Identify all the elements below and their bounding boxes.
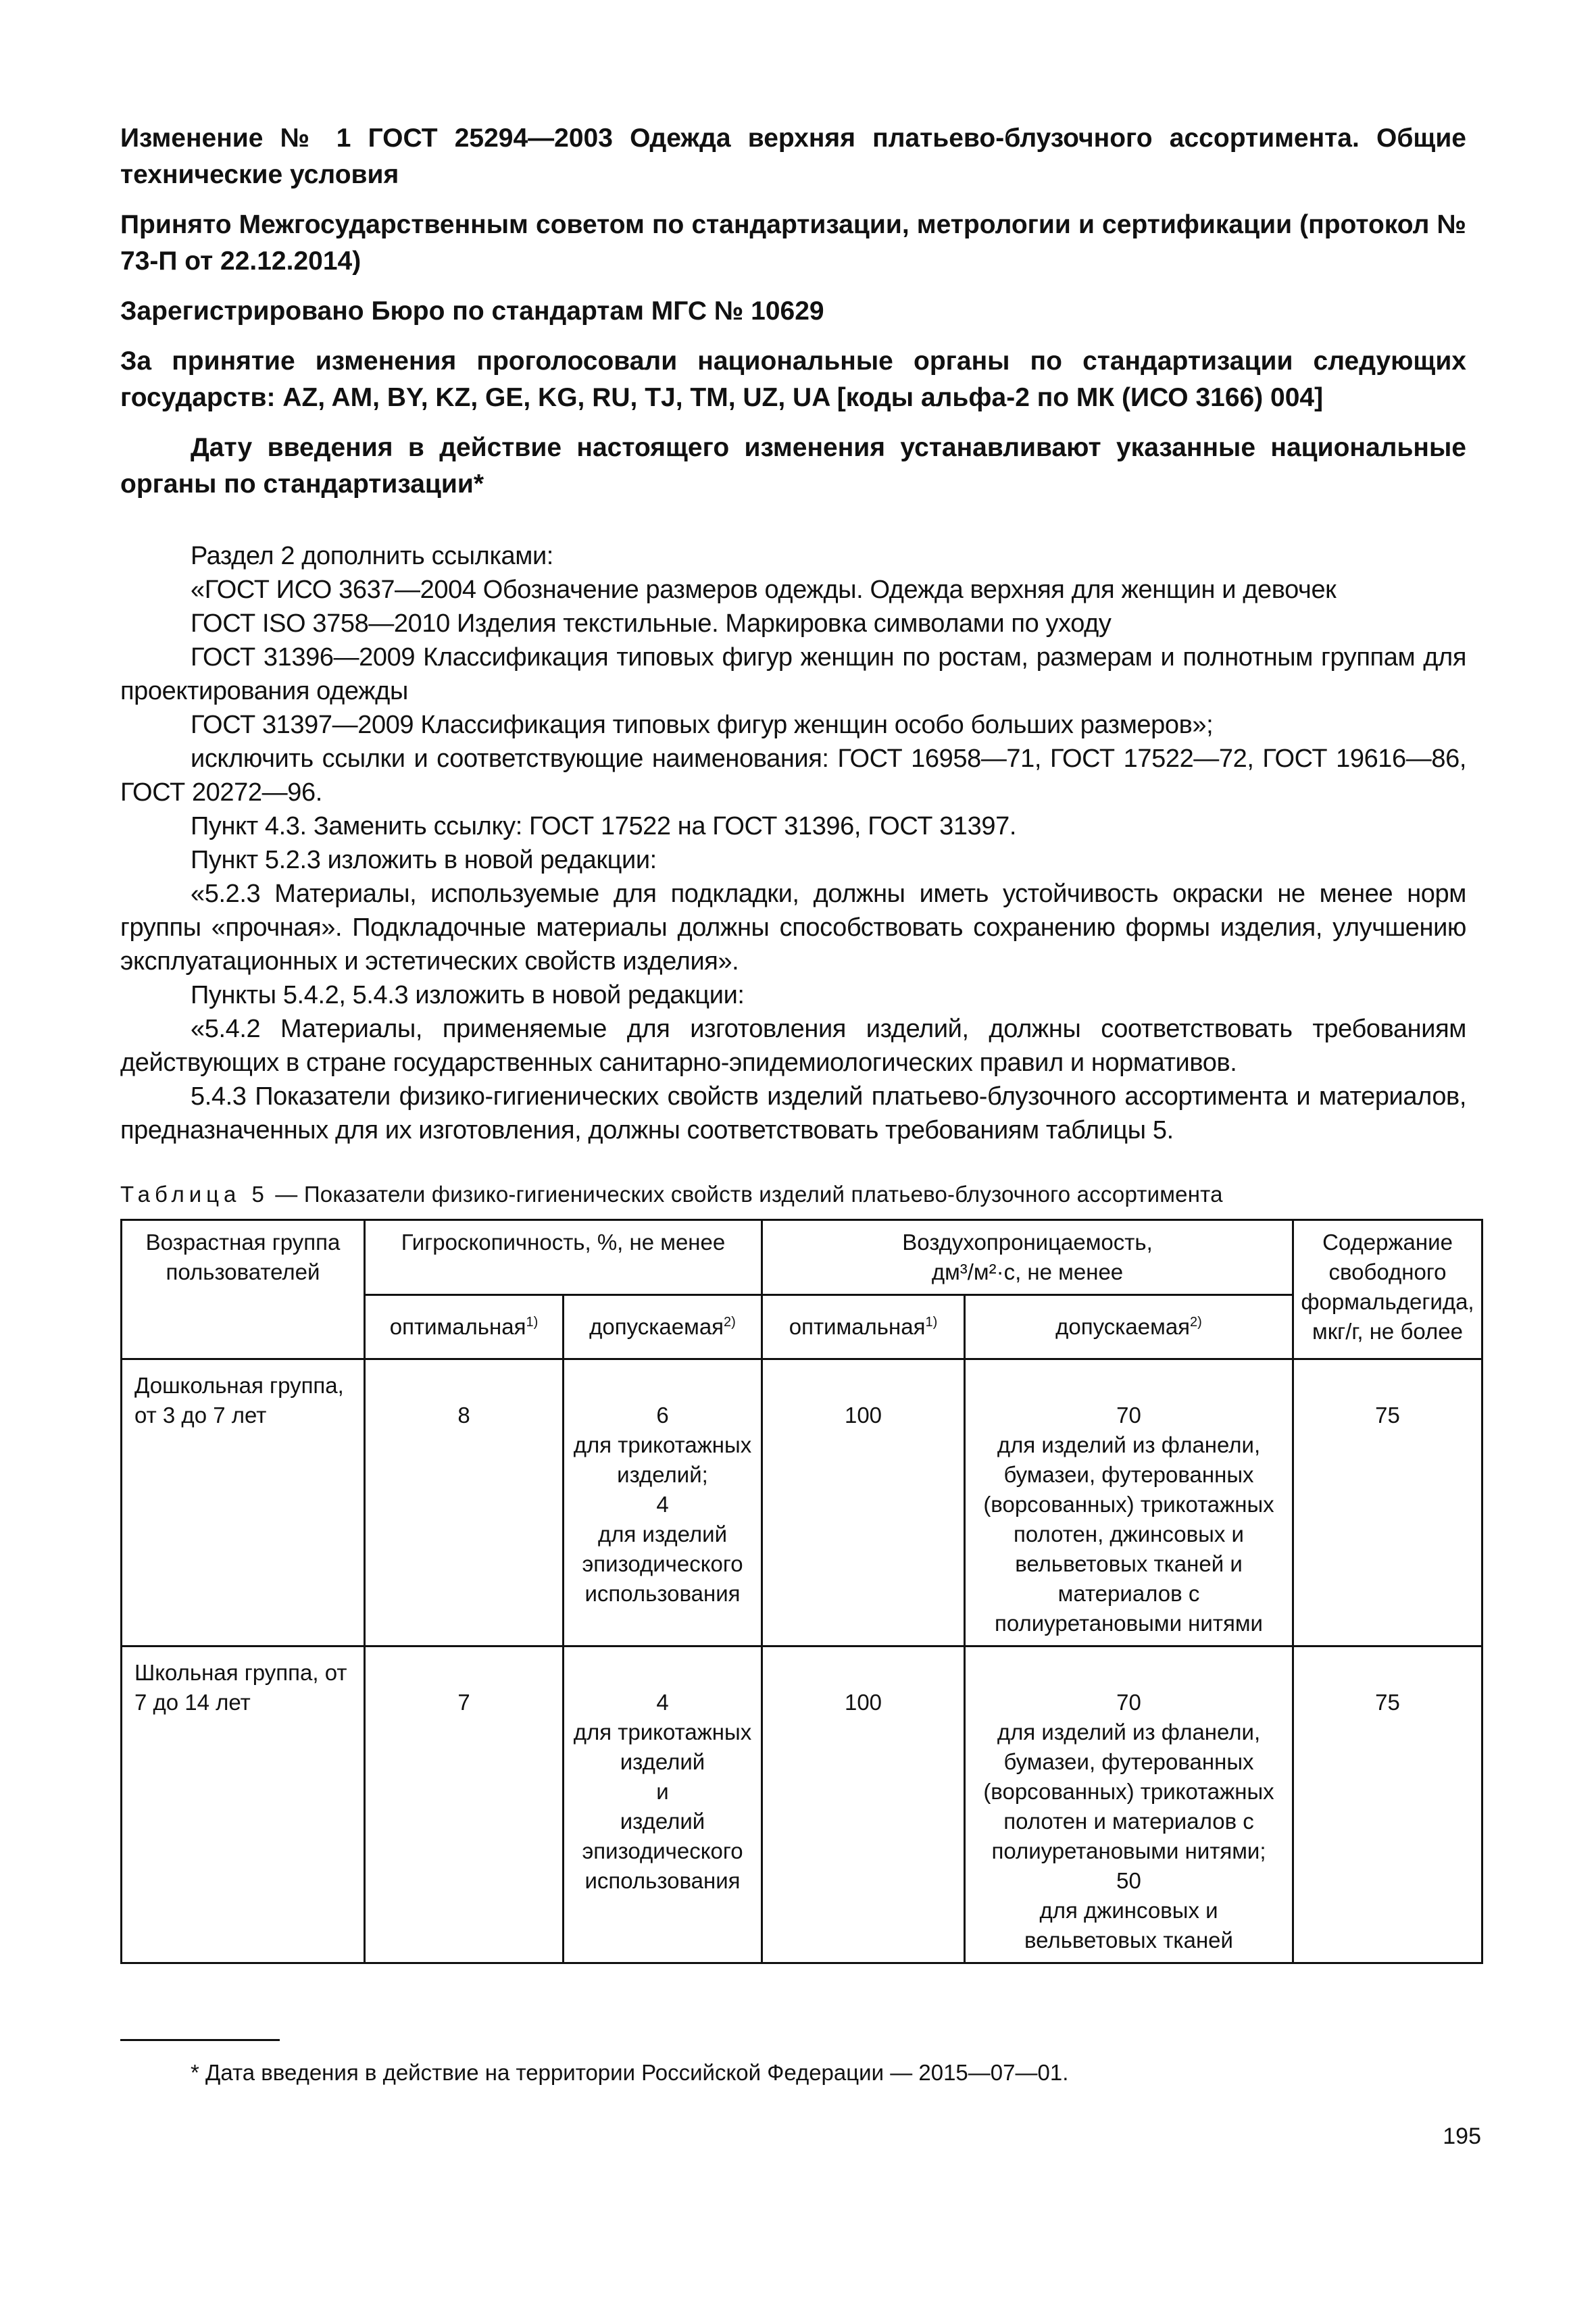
header-hyg-optimal xyxy=(365,1295,564,1359)
adoption-note: Принято Межгосударственным советом по стандартизации, метрологии и сертификации (протокол № 73-П от 22.12.2014) xyxy=(120,210,1466,276)
body-paragraph: «ГОСТ ИСО 3637—2004 Обозначение размеров одежды. Одежда верхняя для женщин и девочек xyxy=(191,576,1337,604)
row-formaldehyde: 75 xyxy=(1293,1646,1482,1963)
header-air-permeability xyxy=(762,1220,1293,1295)
body-paragraph: 5.4.3 Показатели физико-гигиенических свойств изделий платьево-блузочного ассортимента и материалов, предназначенных для их изготовления, должны соответствовать требованиям таблицы 5. xyxy=(120,1082,1466,1145)
header-hygroscopicity: Гигроскопичность, %, не менее xyxy=(365,1220,762,1295)
registration-note: Зарегистрировано Бюро по стандартам МГС № 10629 xyxy=(120,297,824,326)
page-number: 195 xyxy=(1443,2123,1481,2149)
body-paragraph: Пункты 5.4.2, 5.4.3 изложить в новой редакции: xyxy=(191,981,745,1009)
row-hyg-permissible: 6 для трикотажных изделий; 4 для изделий эпизодического использования xyxy=(564,1359,762,1646)
amendment-title: Изменение № 1 ГОСТ 25294—2003 Одежда верхняя платьево-блузочного ассортимента. Общие технические условия xyxy=(120,124,1466,189)
footnote-ref-1: 1) xyxy=(526,1315,539,1330)
page-content xyxy=(120,120,1474,1964)
footnote-ref-1: 1) xyxy=(925,1315,938,1330)
effective-date-note: Дату введения в действие настоящего изменения устанавливают указанные национальные органы по стандартизации* xyxy=(120,433,1466,499)
air-permeability-unit: дм³/м²·с, не менее xyxy=(931,1259,1124,1284)
air-permeability-label: Воздухопроницаемость, xyxy=(902,1230,1153,1255)
header-age-group: Возрастная группа пользователей xyxy=(122,1220,365,1359)
header-hyg-permissible-label: допускаемая xyxy=(589,1314,724,1339)
body-paragraph: ГОСТ ISO 3758—2010 Изделия текстильные. Маркировка символами по уходу xyxy=(191,609,1112,638)
voting-note: За принятие изменения проголосовали национальные органы по стандартизации следующих государств: AZ, AM, BY, KZ, GE, KG, RU, TJ, TM, UZ, UA [коды альфа-2 по МК (ИСО 3166) 004] xyxy=(120,347,1466,412)
row-hyg-optimal: 7 xyxy=(365,1646,564,1963)
row-formaldehyde: 75 xyxy=(1293,1359,1482,1646)
row-air-optimal: 100 xyxy=(762,1359,965,1646)
footnote-ref-2: 2) xyxy=(724,1315,736,1330)
body-paragraph: «5.4.2 Материалы, применяемые для изготовления изделий, должны соответствовать требованиям действующих в стране государственных санитарно-эпидемиологических правил и нормативов. xyxy=(120,1015,1466,1077)
header-hyg-permissible xyxy=(564,1295,762,1359)
row-hyg-permissible: 4 для трикотажных изделий и изделий эпизодического использования xyxy=(564,1646,762,1963)
row-age-group: Школьная группа, от 7 до 14 лет xyxy=(122,1646,365,1963)
row-air-permissible: 70 для изделий из фланели, бумазеи, футерованных (ворсованных) трикотажных полотен и материалов с полиуретановыми нитями; 50 для джинсовых и вельветовых тканей xyxy=(965,1646,1293,1963)
table-5 xyxy=(120,1219,1483,1964)
body-paragraph: исключить ссылки и соответствующие наименования: ГОСТ 16958—71, ГОСТ 17522—72, ГОСТ 19616—86, ГОСТ 20272—96. xyxy=(120,745,1466,807)
header-air-optimal-label: оптимальная xyxy=(789,1314,926,1339)
body-paragraph: ГОСТ 31396—2009 Классификация типовых фигур женщин по ростам, размерам и полнотным группам для проектирования одежды xyxy=(120,643,1466,705)
table-caption-text: — Показатели физико-гигиенических свойств изделий платьево-блузочного ассортимента xyxy=(268,1182,1223,1207)
table-row xyxy=(122,1359,1482,1646)
footnote-ref-2: 2) xyxy=(1190,1315,1202,1330)
header-air-optimal xyxy=(762,1295,965,1359)
table-caption-label: Таблица 5 xyxy=(120,1182,269,1207)
table-caption xyxy=(120,1180,1466,1209)
body-paragraph: Пункт 5.2.3 изложить в новой редакции: xyxy=(191,846,657,874)
row-hyg-optimal: 8 xyxy=(365,1359,564,1646)
body-paragraph: Раздел 2 дополнить ссылками: xyxy=(191,542,553,570)
amendment-body xyxy=(120,539,1466,1147)
header-air-permissible-label: допускаемая xyxy=(1055,1314,1191,1339)
row-air-permissible: 70 для изделий из фланели, бумазеи, футерованных (ворсованных) трикотажных полотен, джинсовых и вельветовых тканей и материалов с полиуретановыми нитями xyxy=(965,1359,1293,1646)
header-air-permissible xyxy=(965,1295,1293,1359)
header-hyg-optimal-label: оптимальная xyxy=(389,1314,526,1339)
amendment-header xyxy=(120,120,1466,503)
body-paragraph: «5.2.3 Материалы, используемые для подкладки, должны иметь устойчивость окраски не менее норм группы «прочная». Подкладочные материалы должны способствовать сохранению формы изделия, улучшению эксплуатационных и эстетических свойств изделия». xyxy=(120,880,1466,976)
header-formaldehyde: Содержание свободного формальдегида, мкг/г, не более xyxy=(1293,1220,1482,1359)
footnote-divider xyxy=(120,2039,280,2041)
body-paragraph: Пункт 4.3. Заменить ссылку: ГОСТ 17522 на ГОСТ 31396, ГОСТ 31397. xyxy=(191,812,1016,840)
body-paragraph: ГОСТ 31397—2009 Классификация типовых фигур женщин особо больших размеров»; xyxy=(191,711,1214,739)
table-row xyxy=(122,1646,1482,1963)
footnote: * Дата введения в действие на территории Российской Федерации — 2015—07—01. xyxy=(191,2060,1069,2085)
row-age-group: Дошкольная группа, от 3 до 7 лет xyxy=(122,1359,365,1646)
row-air-optimal: 100 xyxy=(762,1646,965,1963)
